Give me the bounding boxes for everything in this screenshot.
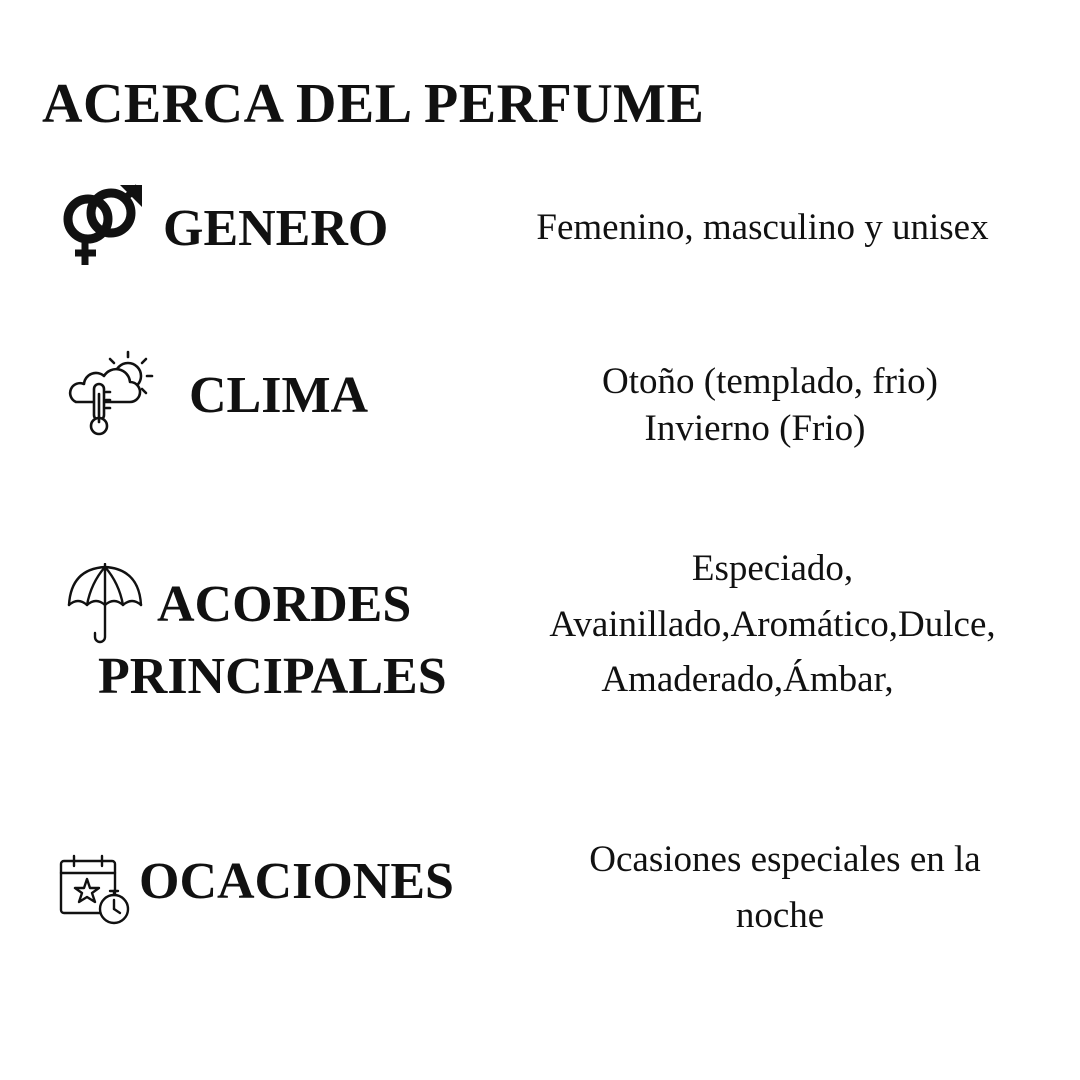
label-principales: PRINCIPALES (98, 648, 447, 705)
value-line: Avainillado,Aromático,Dulce, (549, 603, 996, 645)
value-clima (540, 358, 1000, 453)
value-ocaciones (530, 832, 1040, 943)
umbrella-icon (66, 563, 144, 649)
label-acordes: ACORDES (157, 576, 412, 633)
page-title: ACERCA DEL PERFUME (42, 73, 705, 135)
value-line: Otoño (templado, frio) (602, 361, 938, 402)
label-ocaciones: OCACIONES (139, 853, 454, 910)
weather-thermometer-icon (66, 348, 158, 440)
value-acordes (500, 541, 1045, 708)
value-line: Invierno (Frio) (644, 408, 866, 450)
value-genero (490, 204, 1035, 251)
gender-symbols-icon (58, 183, 144, 267)
value-line: Ocasiones especiales en la (589, 839, 981, 880)
label-genero: GENERO (163, 200, 389, 257)
value-line: Especiado, (691, 548, 854, 589)
value-line: noche (735, 894, 825, 936)
calendar-stopwatch-icon (58, 853, 134, 927)
label-clima: CLIMA (189, 367, 369, 424)
value-line: Femenino, masculino y unisex (536, 207, 989, 248)
value-line: Amaderado,Ámbar, (601, 659, 894, 700)
